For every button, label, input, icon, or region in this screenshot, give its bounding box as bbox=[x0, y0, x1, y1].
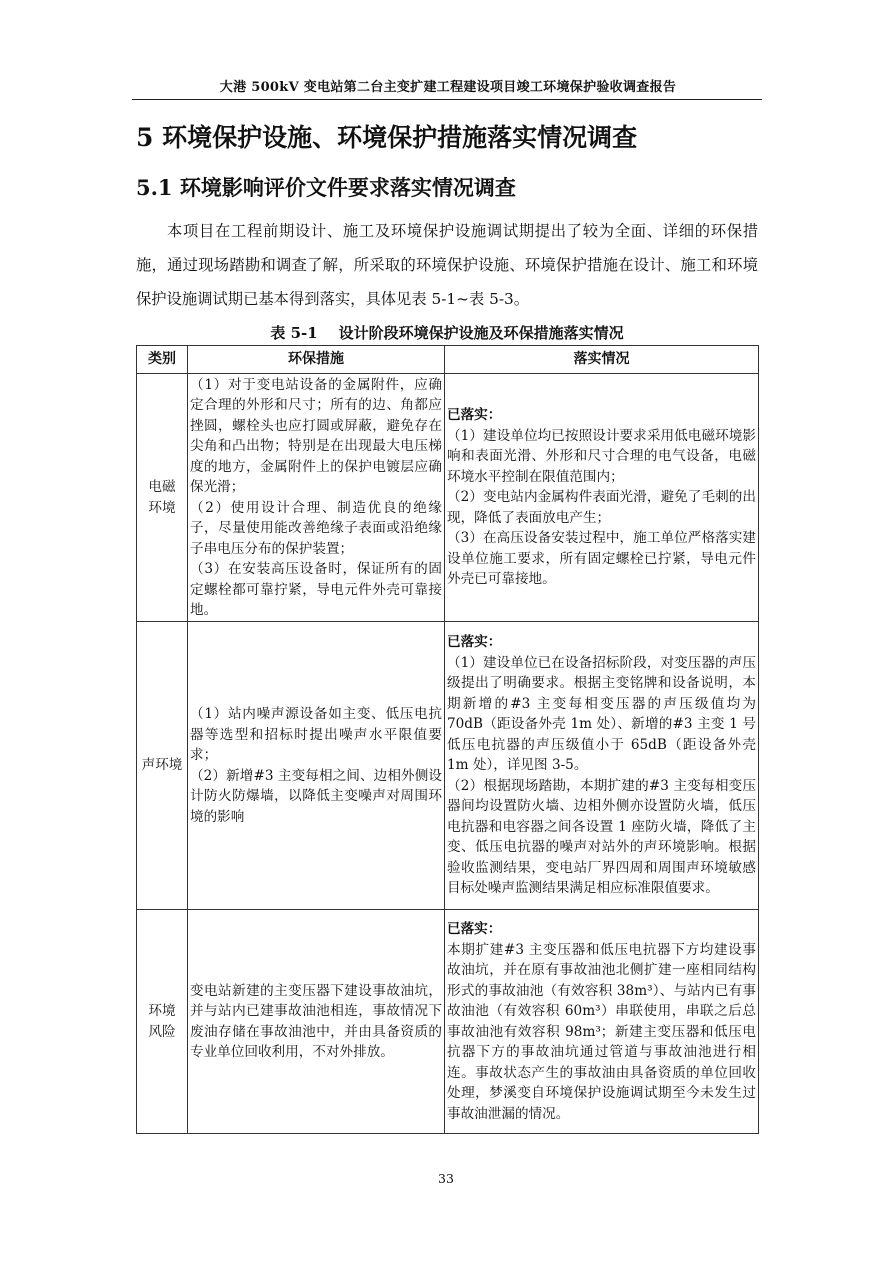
implementation-text: （3）在高压设备安装过程中，施工单位严格落实建设单位施工要求，所有固定螺栓已拧紧，导电元件外壳已可靠接地。 bbox=[447, 530, 756, 588]
status-label: 已落实： bbox=[447, 407, 502, 424]
category-cell bbox=[137, 910, 188, 1134]
implementation-cell bbox=[445, 374, 759, 622]
implementation-cell bbox=[445, 910, 759, 1134]
column-header-category: 类别 bbox=[137, 346, 188, 374]
implementation-text: （2）变电站内金属构件表面光滑，避免了毛刺的出现，降低了表面放电产生； bbox=[447, 489, 756, 526]
status-label: 已落实： bbox=[447, 921, 502, 937]
measures-cell bbox=[188, 622, 445, 910]
column-header-implementation: 落实情况 bbox=[445, 346, 759, 374]
category-cell bbox=[137, 622, 188, 910]
measure-text: （1）站内噪声源设备如主变、低压电抗器等选型和招标时提出噪声水平限值要求； bbox=[190, 706, 442, 763]
measures-table bbox=[136, 345, 759, 1134]
status-label: 已落实： bbox=[447, 634, 502, 651]
implementation-text: （1）建设单位均已按照设计要求采用低电磁环境影响和表面光滑、外形和尺寸合理的电气设备，电磁环境水平控制在限值范围内； bbox=[447, 427, 756, 485]
category-text: 电磁 bbox=[148, 479, 176, 495]
table-row bbox=[137, 374, 759, 622]
measure-text: 变电站新建的主变压器下建设事故油坑，并与站内已建事故油池相连，事故情况下废油存储在事故油池中，并由具备资质的专业单位回收利用，不对外排放。 bbox=[190, 982, 442, 1060]
table-row bbox=[137, 910, 759, 1134]
measure-text: （2）使用设计合理、制造优良的绝缘子，尽量使用能改善绝缘子表面或沿绝缘子串电压分布的保护装置； bbox=[190, 499, 442, 557]
section-heading: 5 环境保护设施、环境保护措施落实情况调查 bbox=[136, 123, 638, 152]
implementation-text: （1）建设单位已在设备招标阶段，对变压器的声压级提出了明确要求。根据主变铭牌和设备说明，本期新增的#3 主变每相变压器的声压级值均为 70dB（距设备外壳 1m 处）、新增的#3 主变 1 号低压电抗器的声压级值小于 65dB（距设备外壳 1m 处），详见图 3-5。 bbox=[447, 654, 756, 774]
running-header: 大港 500kV 变电站第二台主变扩建工程建设项目竣工环境保护验收调查报告 bbox=[219, 80, 677, 95]
measures-cell bbox=[188, 374, 445, 622]
category-text: 风险 bbox=[148, 1023, 176, 1040]
implementation-text: （2）根据现场踏勘，本期扩建的#3 主变每相变压器间均设置防火墙、边相外侧亦设置防火墙，低压电抗器和电容器之间各设置 1 座防火墙，降低了主变、低压电抗器的噪声对站外的声环境影响。根据验收监测结果，变电站厂界四周和周围声环境敏感目标处噪声监测结果满足相应标准限值要求。 bbox=[447, 777, 756, 897]
measure-text: （1）对于变电站设备的金属附件，应确定合理的外形和尺寸；所有的边、角都应挫圆，螺栓头也应打圆或屏蔽，避免存在尖角和凸出物；特别是在出现最大电压梯度的地方，金属附件上的保护电镀层应确保光滑； bbox=[190, 376, 442, 495]
measures-cell bbox=[188, 910, 445, 1134]
category-text: 环境 bbox=[148, 1003, 176, 1019]
table-row bbox=[137, 622, 759, 910]
page-number: 33 bbox=[438, 1171, 454, 1186]
category-text: 环境 bbox=[148, 499, 176, 516]
implementation-text: 本期扩建#3 主变压器和低压电抗器下方均建设事故油坑，并在原有事故油池北侧扩建一座相同结构形式的事故油池（有效容积 38m³）、与站内已有事故油池（有效容积 60m³）串联使用，串联之后总事故油池有效容积 98m³；新建主变压器和低压电抗器下方的事故油坑通过管道与事故油池进行相连。事故状态产生的事故油由具备资质的单位回收处理，梦溪变自环境保护设施调试期至今未发生过事故油泄漏的情况。 bbox=[447, 941, 756, 1122]
table-caption: 表 5-1 设计阶段环境保护设施及环保措施落实情况 bbox=[270, 324, 624, 342]
subsection-heading: 5.1 环境影响评价文件要求落实情况调查 bbox=[136, 175, 516, 200]
header-rule bbox=[132, 99, 762, 100]
category-cell bbox=[137, 374, 188, 622]
measure-text: （3）在安装高压设备时，保证所有的固定螺栓都可靠拧紧，导电元件外壳可靠接地。 bbox=[190, 561, 442, 618]
implementation-cell bbox=[445, 622, 759, 910]
intro-paragraph: 本项目在工程前期设计、施工及环境保护设施调试期提出了较为全面、详细的环保措施，通过现场踏勘和调查了解，所采取的环境保护设施、环境保护措施在设计、施工和环境保护设施调试期已基本得到落实，具体见表 5-1~表 5-3。 bbox=[136, 222, 758, 308]
table-header-row bbox=[137, 346, 759, 374]
category-text: 声环境 bbox=[141, 757, 183, 774]
measure-text: （2）新增#3 主变每相之间、边相外侧设计防火防爆墙，以降低主变噪声对周围环境的影响 bbox=[190, 767, 442, 825]
column-header-measures: 环保措施 bbox=[188, 346, 445, 374]
